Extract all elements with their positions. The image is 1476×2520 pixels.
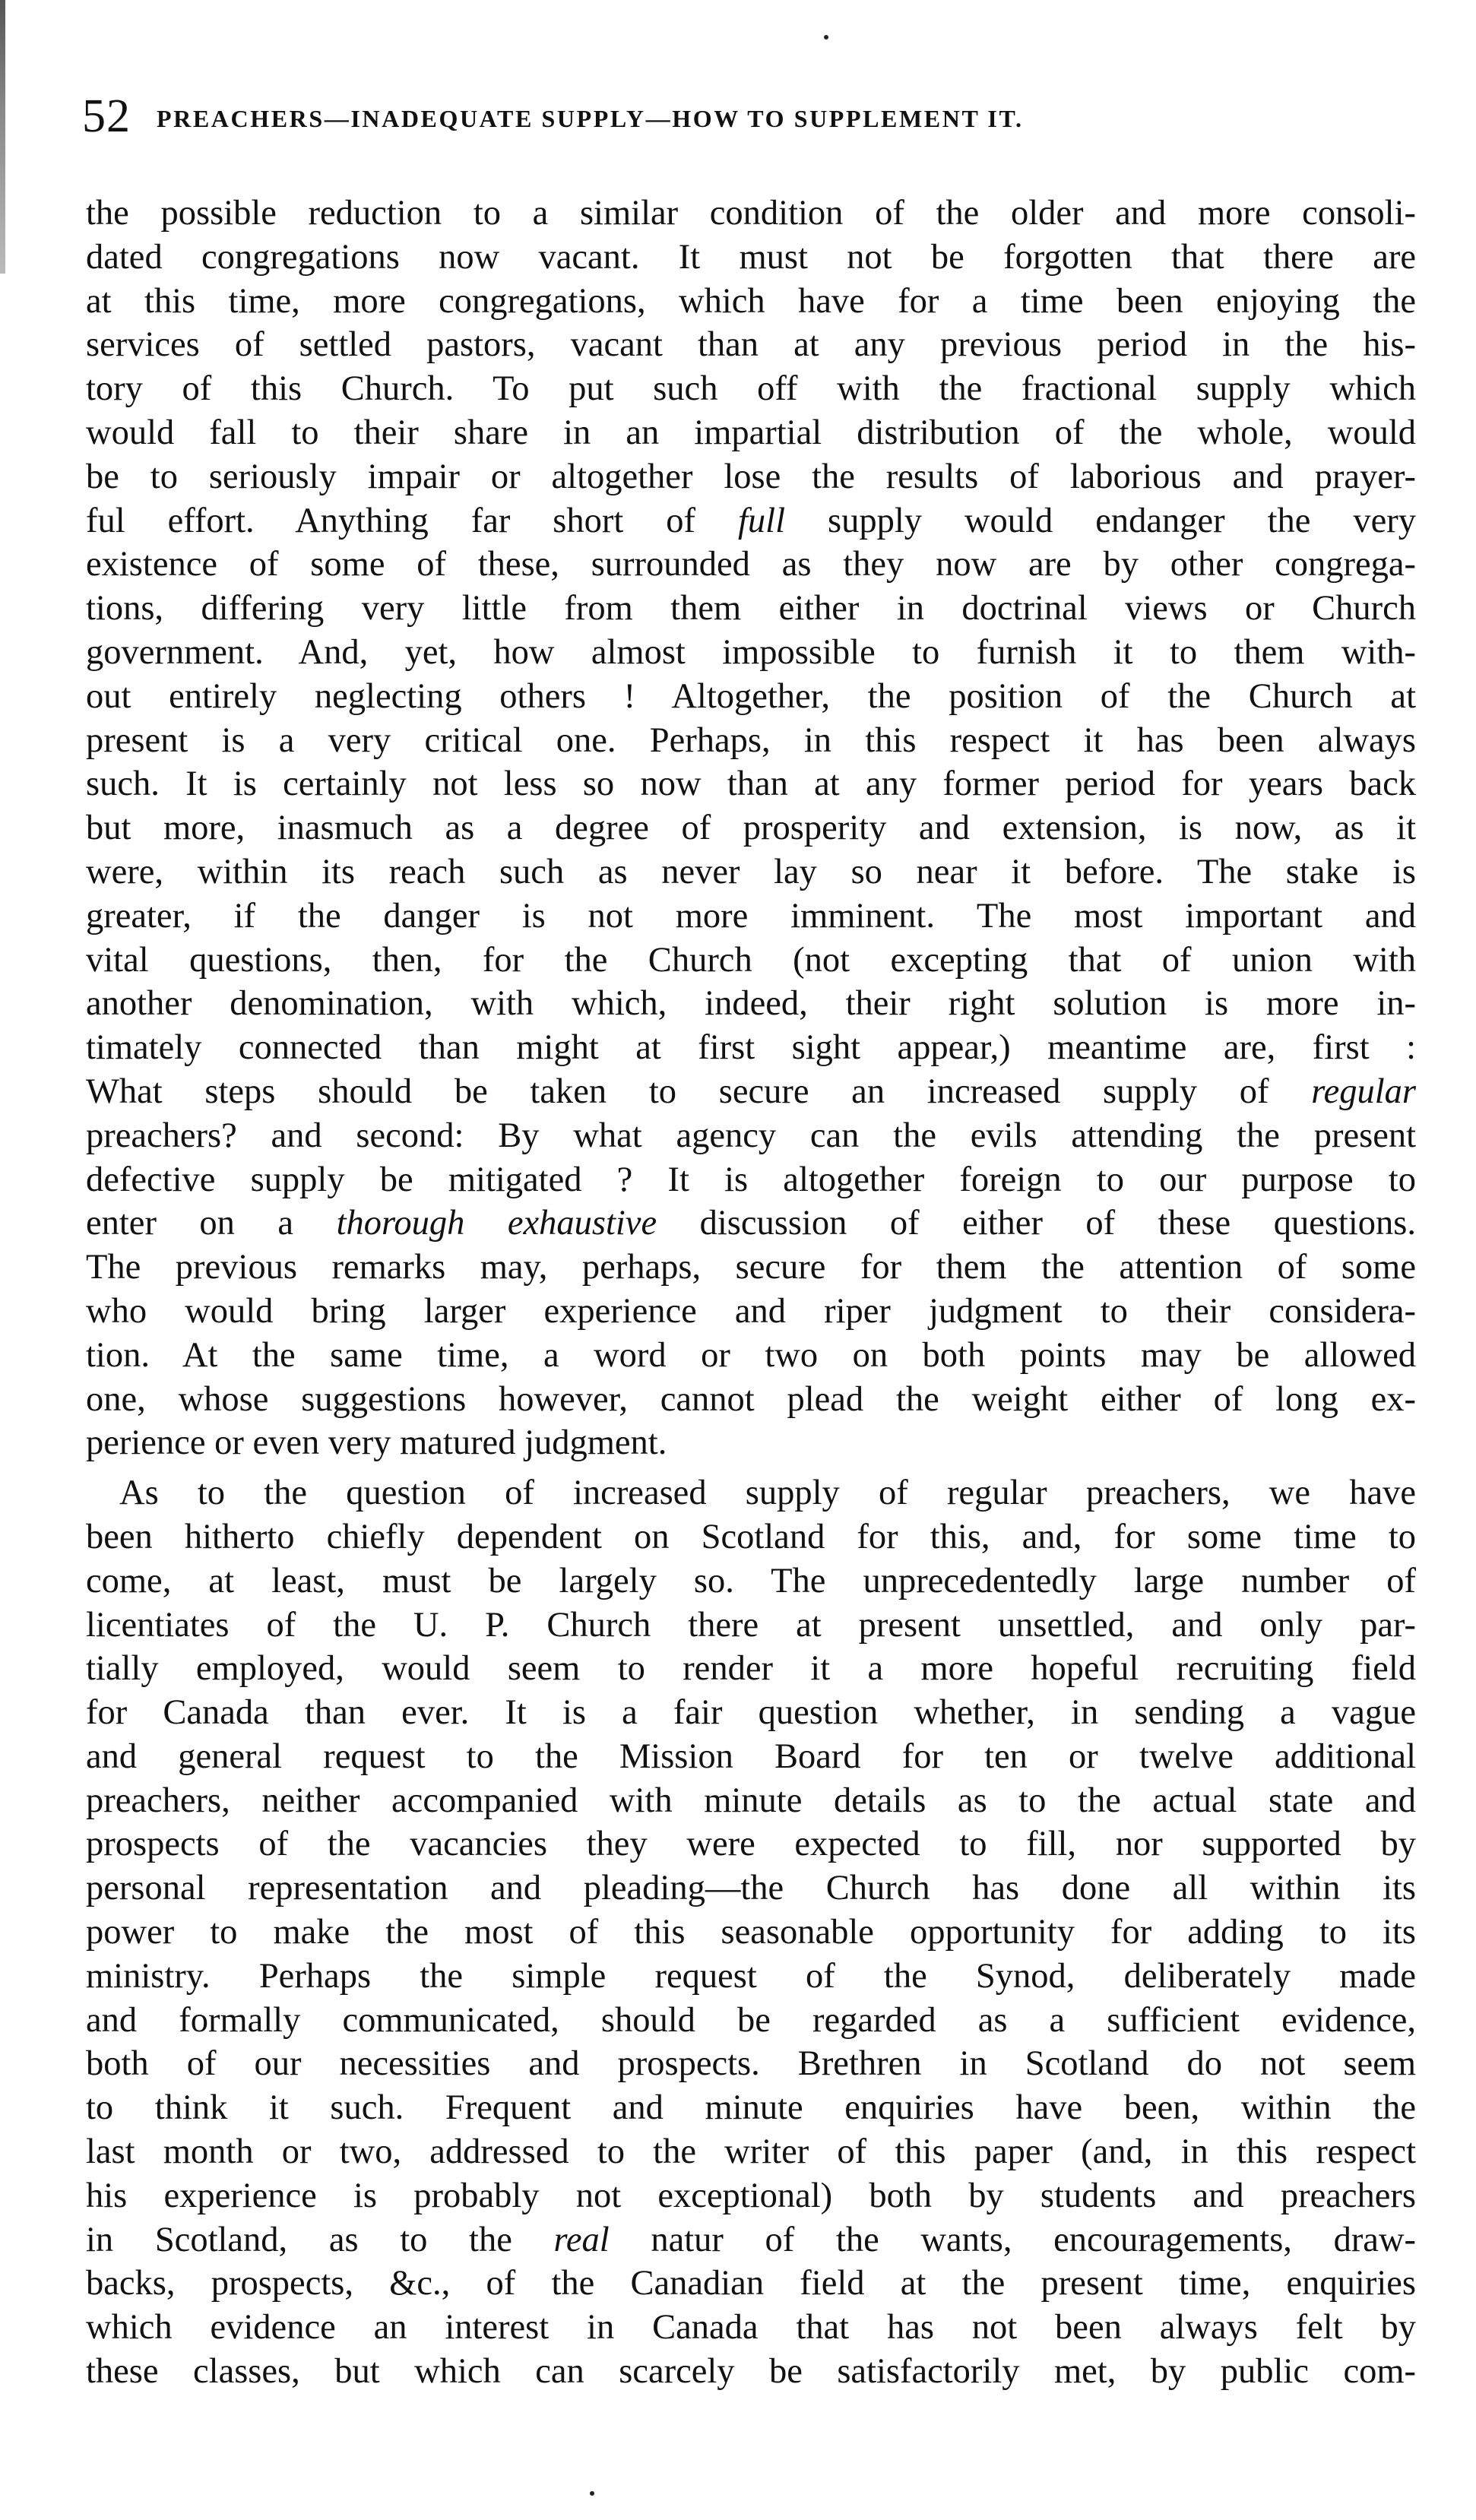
text-line: tions, differing very little from them either in doctrinal views or Church [86, 589, 1416, 628]
text-line: services of settled pastors, vacant than at any previous period in the his- [86, 325, 1416, 365]
paragraph [86, 1471, 1416, 2394]
text-line: timately connected than might at first sight appear,) meantime are, first : [86, 1028, 1416, 1068]
text-line: tory of this Church. To put such off with the fractional supply which [86, 369, 1416, 409]
text-line: present is a very critical one. Perhaps, in this respect it has been always [86, 720, 1416, 760]
text-line: been hitherto chiefly dependent on Scotland for this, and, for some time to [86, 1517, 1416, 1556]
text-line: The previous remarks may, perhaps, secure for them the attention of some [86, 1248, 1416, 1287]
text-line: come, at least, must be largely so. The unprecedentedly large number of [86, 1561, 1416, 1600]
emphasis: real [553, 2220, 610, 2259]
ink-speck-top [824, 35, 828, 40]
text-line: prospects of the vacancies they were expected to fill, nor supported by [86, 1825, 1416, 1864]
text-line: personal representation and pleading—the Church has done all within its [86, 1869, 1416, 1908]
text-line: for Canada than ever. It is a fair question whether, in sending a vague [86, 1693, 1416, 1733]
binding-edge-mark [0, 0, 5, 274]
emphasis: thorough exhaustive [336, 1204, 657, 1243]
text-line: one, whose suggestions however, cannot plead the weight either of long ex- [86, 1379, 1416, 1419]
text-line: vital questions, then, for the Church (not excepting that of union with [86, 940, 1416, 980]
text-line: the possible reduction to a similar condition of the older and more consoli- [86, 194, 1416, 233]
text-line: these classes, but which can scarcely be satisfactorily met, by public com- [86, 2352, 1416, 2392]
text-line: power to make the most of this seasonable opportunity for adding to its [86, 1913, 1416, 1952]
emphasis: full [738, 501, 786, 540]
text-line: defective supply be mitigated ? It is altogether foreign to our purpose to [86, 1160, 1416, 1199]
text-line: greater, if the danger is not more imminent. The most important and [86, 896, 1416, 936]
text-line: were, within its reach such as never lay so near it before. The stake is [86, 852, 1416, 891]
text-line: ministry. Perhaps the simple request of the Synod, deliberately made [86, 1956, 1416, 1996]
text-line: last month or two, addressed to the writer of this paper (and, in this respect [86, 2132, 1416, 2172]
text-line: and formally communicated, should be regarded as a sufficient evidence, [86, 2000, 1416, 2040]
running-title: PREACHERS—INADEQUATE SUPPLY—HOW TO SUPPLEMENT IT. [157, 105, 1024, 132]
text-line: preachers, neither accompanied with minute details as to the actual state and [86, 1781, 1416, 1820]
text-line: be to seriously impair or altogether lose the results of laborious and prayer- [86, 457, 1416, 496]
page-header [82, 90, 1420, 150]
text-line: which evidence an interest in Canada that has not been always felt by [86, 2308, 1416, 2347]
emphasis: regular [1311, 1072, 1416, 1111]
body-text [86, 192, 1416, 2394]
text-line: at this time, more congregations, which have for a time been enjoying the [86, 281, 1416, 321]
text-run: discussion of either of these questions. [657, 1204, 1416, 1243]
text-line: to think it such. Frequent and minute enquiries have been, within the [86, 2088, 1416, 2128]
text-run: natur of the wants, encouragements, draw- [609, 2220, 1417, 2259]
text-line: his experience is probably not exceptional) both by students and preachers [86, 2176, 1416, 2215]
text-line: ful effort. Anything far short of full supply would endanger the very [86, 501, 1416, 540]
text-line: in Scotland, as to the real natur of the wants, encouragements, draw- [86, 2220, 1417, 2259]
ink-speck-bottom [590, 2491, 594, 2496]
page-number: 52 [82, 90, 131, 142]
text-line: tion. At the same time, a word or two on both points may be allowed [86, 1335, 1416, 1375]
paragraph [86, 192, 1416, 1465]
text-line: perience or even very matured judgment. [86, 1423, 667, 1463]
text-line: preachers? and second: By what agency can the evils attending the present [86, 1116, 1416, 1155]
text-line: As to the question of increased supply of regular preachers, we have [119, 1474, 1416, 1513]
text-line: but more, inasmuch as a degree of prosperity and extension, is now, as it [86, 809, 1416, 848]
text-line: out entirely neglecting others ! Altogether, the position of the Church at [86, 676, 1416, 716]
text-line: would fall to their share in an impartial distribution of the whole, would [86, 413, 1416, 452]
text-line: such. It is certainly not less so now than at any former period for years back [86, 765, 1416, 804]
text-line: another denomination, with which, indeed, their right solution is more in- [86, 984, 1416, 1024]
text-line: backs, prospects, &c., of the Canadian field at the present time, enquiries [86, 2264, 1416, 2303]
text-line: dated congregations now vacant. It must not be forgotten that there are [86, 237, 1416, 277]
text-line: existence of some of these, surrounded as they now are by other congrega- [86, 545, 1416, 584]
text-line: and general request to the Mission Board for ten or twelve additional [86, 1736, 1416, 1776]
text-line: enter on a thorough exhaustive discussion of either of these questions. [86, 1204, 1416, 1243]
text-line: government. And, yet, how almost impossible to furnish it to them with- [86, 632, 1416, 672]
text-line: who would bring larger experience and riper judgment to their considera- [86, 1291, 1416, 1331]
text-line: tially employed, would seem to render it a more hopeful recruiting field [86, 1649, 1416, 1689]
text-line: licentiates of the U. P. Church there at present unsettled, and only par- [86, 1605, 1416, 1645]
text-line: both of our necessities and prospects. Brethren in Scotland do not seem [86, 2044, 1416, 2084]
text-run: supply would endanger the very [785, 501, 1416, 540]
text-line: What steps should be taken to secure an increased supply of regular [86, 1072, 1416, 1111]
